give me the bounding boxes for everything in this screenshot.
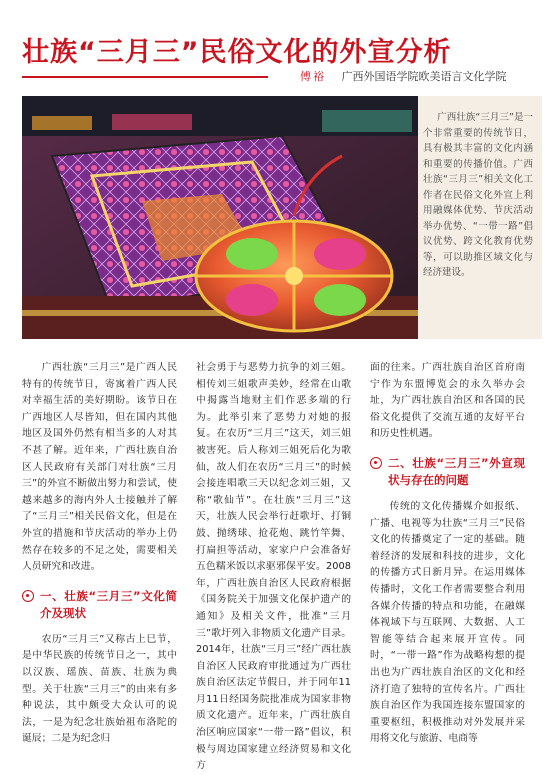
paragraph: 传统的文化传播媒介如报纸、广播、电视等为壮族“三月三”民俗文化的传播奠定了一定的基础。随着经济的发展和科技的进步，文化的传播方式日新月异。在运用媒体传播时，文化工作者需要整合利用各媒介传播的特点和功能，在融媒体视域下与互联网、大数据、人工智能等结合起来展开宣传。同时，“一带一路”作为战略构想的提出也为广西壮族自治区的文化和经济打造了独特的宣传名片。广西壮族自治区作为我国连接东盟国家的重要枢纽，积极推动对外发展并采用将文化与旅游、电商等 <box>370 500 525 745</box>
section-bullet-icon <box>370 457 382 469</box>
paragraph: 广西壮族“三月三”是广西人民特有的传统节日，寄寓着广西人民对幸福生活的美好期盼。该节日在广西地区人尽皆知，但在国内其他地区及国外仍然有相当多的人对其不甚了解。近年来，广西壮族自治区人民政府有关部门对壮族“三月三”的外宣不断做出努力和尝试，使越来越多的海内外人士接触并了解了“三月三”相关民俗文化，但是在外宣的措施和节庆活动的举办上仍然存在较多的不足之处，需要相关人员研究和改进。 <box>22 362 177 573</box>
section-heading-text: 一、壮族“三月三”文化简介及现状 <box>40 588 177 620</box>
column-3 <box>370 360 525 748</box>
summary-box: 广西壮族“三月三”是一个非常重要的传统节日，具有极其丰富的文化内涵和重要的传播价值。广西壮族“三月三”相关文化工作者在民俗文化外宣上利用融媒体优势、节庆活动举办优势、“一带一路”倡议优势、跨文化教育优势等，可以助推区域文化与经济建设。 <box>423 112 533 278</box>
article-title: 壮族“三月三”民俗文化的外宣分析 <box>22 37 452 68</box>
paragraph: 面的往来。广西壮族自治区首府南宁作为东盟博览会的永久举办会址，为广西壮族自治区和各国的民俗文化提供了交流互通的友好平台和历史性机遇。 <box>370 362 525 440</box>
section-heading-2 <box>370 455 525 489</box>
paragraph: 农历“三月三”又称古上巳节，是中华民族的传统节日之一，其中以汉族、瑶族、苗族、壮族为典型。关于壮族“三月三”的由来有多种说法，其中颇受大众认可的说法，一是为纪念壮族始祖布洛陀的诞辰；二是为纪念归 <box>22 633 177 745</box>
section-bullet-icon <box>22 590 34 602</box>
paragraph: 社会勇于与恶势力抗争的刘三姐。相传刘三姐歌声美妙，经常在山歌中揭露当地财主们作恶多端的行为。此举引来了恶势力对她的报复。在农历“三月三”这天，刘三姐被害死。后人称刘三姐死后化为歌仙，故人们在农历“三月三”的时候会接连唱歌三天以纪念刘三姐，又称“歌仙节”。在壮族“三月三”这天，壮族人民会举行赶歌圩、打铜鼓、抛绣球、抢花炮、跳竹竿舞、打扁担等活动，家家户户会准备好五色糯米饭以求驱邪保平安。2008年，广西壮族自治区人民政府根据《国务院关于加强文化保护遗产的通知》及相关文件，批准“三月三”歌圩列入非物质文化遗产目录。2014年，壮族“三月三”经广西壮族自治区人民政府审批通过为广西壮族自治区法定节假日，并于同年11月11日经国务院批准成为国家非物质文化遗产。近年来，广西壮族自治区响应国家“一带一路”倡议，积极与周边国家建立经济贸易和文化方 <box>196 362 351 772</box>
column-1 <box>22 360 177 748</box>
author-affiliation: 广西外国语学院欧美语言文化学院 <box>341 70 507 83</box>
section-heading-text: 二、壮族“三月三”外宣现状与存在的问题 <box>388 455 525 487</box>
byline <box>300 68 507 84</box>
hero-photo <box>22 96 422 339</box>
author-name: 傅裕 <box>300 70 326 83</box>
title-underline <box>22 76 268 78</box>
column-2 <box>196 360 351 775</box>
section-heading-1 <box>22 588 177 622</box>
